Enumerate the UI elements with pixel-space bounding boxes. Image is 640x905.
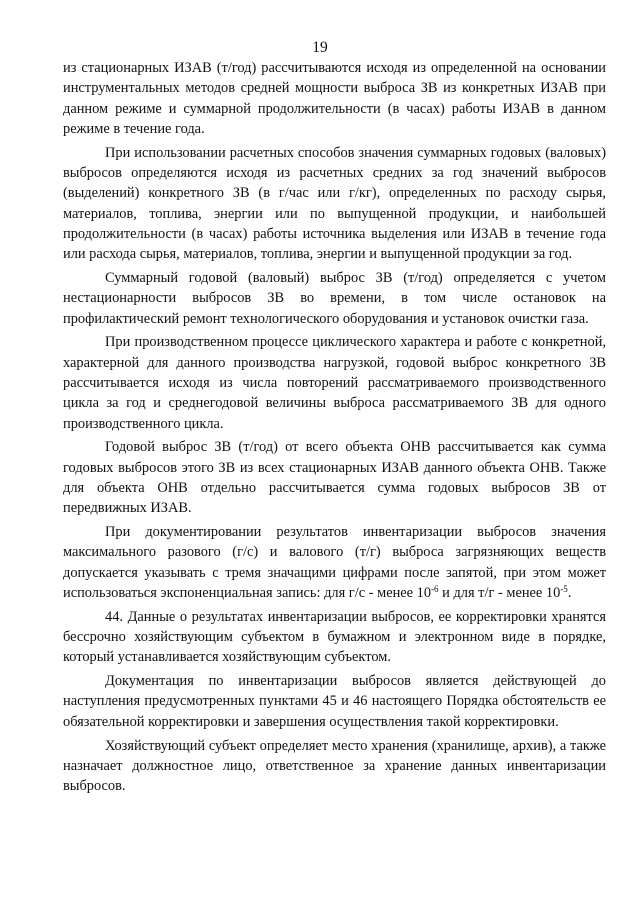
paragraph-object-total: Годовой выброс ЗВ (т/год) от всего объекта ОНВ рассчитывается как сумма годовых выбросов этого ЗВ из всех стационарных ИЗАВ данного объекта ОНВ. Также для объекта ОНВ отдельно рассчитывается сумма годовых выбросов ЗВ от передвижных ИЗАВ. [63,439,606,517]
paragraph-item-44: 44. Данные о результатах инвентаризации выбросов, ее корректировки хранятся бессрочно хозяйствующим субъектом в бумажном и электронном виде в порядке, который устанавливается хозяйствующим субъектом. [63,608,606,666]
paragraph-storage-place: Хозяйствующий субъект определяет место хранения (хранилище, архив), а также назначает должностное лицо, ответственное за хранение данных инвентаризации выбросов. [63,737,606,795]
paragraph-calculation-methods: При использовании расчетных способов значения суммарных годовых (валовых) выбросов определяются исходя из расчетных средних за год значений выбросов (выделений) конкретного ЗВ (в г/час или г/кг), определенных по расходу сырья, материалов, топлива, энергии или по выпущенной продукции, и наибольшей продолжительности (в часах) работы источника выделения или ИЗАВ в течение года или расхода сырья, материалов, топлива, энергии и выпущенной продукции за год. [63,144,606,263]
document-body [63,58,606,800]
exponent: -5 [560,583,568,594]
paragraph-annual-emission: Суммарный годовой (валовый) выброс ЗВ (т/год) определяется с учетом нестационарности выбросов ЗВ во времени, в том числе остановок на профилактический ремонт технологического оборудования и установок очистки газа. [63,269,606,327]
text-segment: . [567,584,572,601]
paragraph-continuation: из стационарных ИЗАВ (т/год) рассчитываются исходя из определенной на основании инструментальных методов средней мощности выброса ЗВ из конкретных ИЗАВ при данном режиме и суммарной продолжительности (в часах) работы ИЗАВ в данном режиме в течение года. [63,60,606,137]
text-segment: и для т/г - менее 10 [438,584,561,601]
exponent: -6 [431,583,439,594]
paragraph-documentation-validity: Документация по инвентаризации выбросов является действующей до наступления предусмотренных пунктами 45 и 46 настоящего Порядка обстоятельств ее обязательной корректировки и завершения осуществления такой корректировки. [63,673,606,730]
text-segment: При документировании результатов инвентаризации выбросов значения максимального разового (г/с) и валового (т/г) выброса загрязняющих веществ допускается указывать с тремя значащими цифрами после запятой, при этом может использоваться экспоненциальная запись: для г/с - менее 10 [63,524,606,601]
page-number: 19 [312,39,328,56]
paragraph-cyclic-process: При производственном процессе циклического характера и работе с конкретной, характерной для данного производства нагрузкой, годовой выброс конкретного ЗВ рассчитывается исходя из числа повторений рассматриваемого производственного цикла за год и среднегодовой величины выброса рассматриваемого ЗВ для одного производственного цикла. [63,334,606,432]
paragraph-documenting-results [63,522,606,603]
